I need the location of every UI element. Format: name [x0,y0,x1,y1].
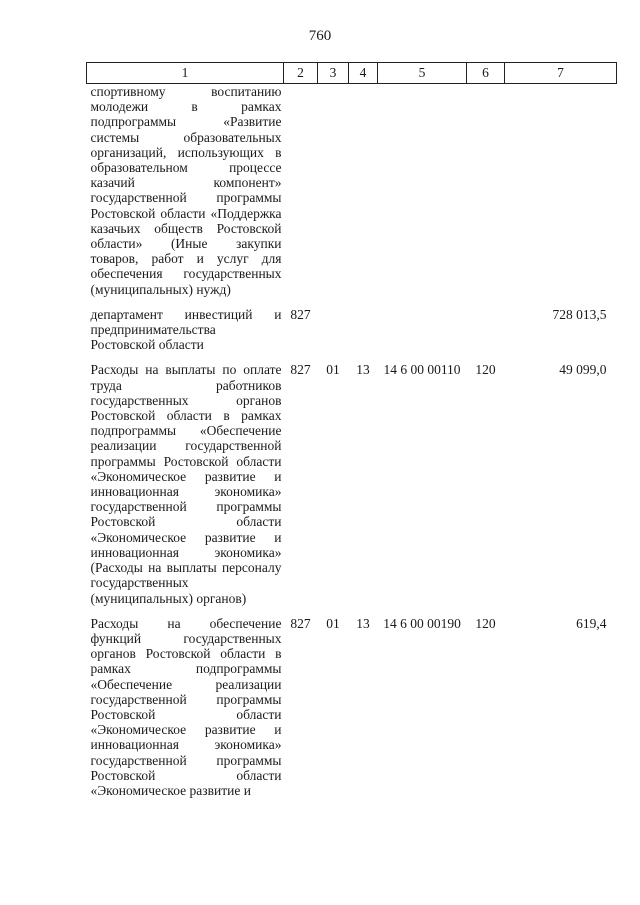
row-ministry-code [284,84,318,297]
table-row [87,352,617,605]
row-subsection-code: 13 [356,362,370,378]
row-description: департамент инвестиций и предпринимательства Ростовской области [90,306,282,353]
header-col-1: 1 [87,63,284,84]
row-target-code: 14 6 00 00110 [383,362,461,378]
row-section-code: 01 [326,615,340,631]
header-col-7: 7 [505,63,617,84]
row-expense-type: 120 [475,362,496,378]
row-ministry-code: 827 [290,362,311,378]
header-col-2: 2 [284,63,318,84]
row-amount: 619,4 [576,615,607,631]
table-row [87,84,617,297]
row-amount: 728 013,5 [552,306,607,322]
row-expense-type: 120 [475,615,496,631]
header-col-5: 5 [378,63,467,84]
table-row [87,606,617,798]
row-ministry-code: 827 [290,615,311,631]
header-col-3: 3 [318,63,349,84]
header-row [87,63,617,84]
row-amount: 49 099,0 [559,362,607,378]
row-target-code [378,297,467,353]
row-expense-type [467,297,505,353]
row-description: Расходы на выплаты по оплате труда работников государственных органов Ростовской области в рамках подпрограммы «Обеспечение реализации государственной программы Ростовской области «Экономическое развитие и инновационная экономика» государственной программы Ростовской области «Экономическое развитие и инновационная экономика» (Расходы на выплаты персоналу государственных (муниципальных) органов) [90,362,282,606]
row-subsection-code [349,84,378,297]
row-description: Расходы на обеспечение функций государственных органов Ростовской области в рамках подпрограммы «Обеспечение реализации государственной программы Ростовской области «Экономическое развитие и инновационная экономика» государственной программы Ростовской области «Экономическое развитие и [90,615,282,798]
row-subsection-code [349,297,378,353]
row-amount [505,84,617,297]
row-section-code: 01 [326,362,340,378]
header-col-6: 6 [467,63,505,84]
page-number: 760 [308,28,332,44]
row-ministry-code: 827 [290,306,311,322]
row-section-code [318,84,349,297]
row-expense-type [467,84,505,297]
header-col-4: 4 [349,63,378,84]
table-row [87,297,617,353]
table-header [87,63,617,84]
row-section-code [318,297,349,353]
budget-table [86,62,617,798]
table-body [87,84,617,799]
row-description: спортивному воспитанию молодежи в рамках подпрограммы «Развитие системы образовательных организаций, использующих в образовательном процессе казачий компонент» государственной программы Ростовской области «Поддержка казачьих обществ Ростовской области» (Иные закупки товаров, работ и услуг для обеспечения государственных (муниципальных) нужд) [90,84,282,297]
row-subsection-code: 13 [356,615,370,631]
row-target-code [378,84,467,297]
row-target-code: 14 6 00 00190 [383,615,461,631]
